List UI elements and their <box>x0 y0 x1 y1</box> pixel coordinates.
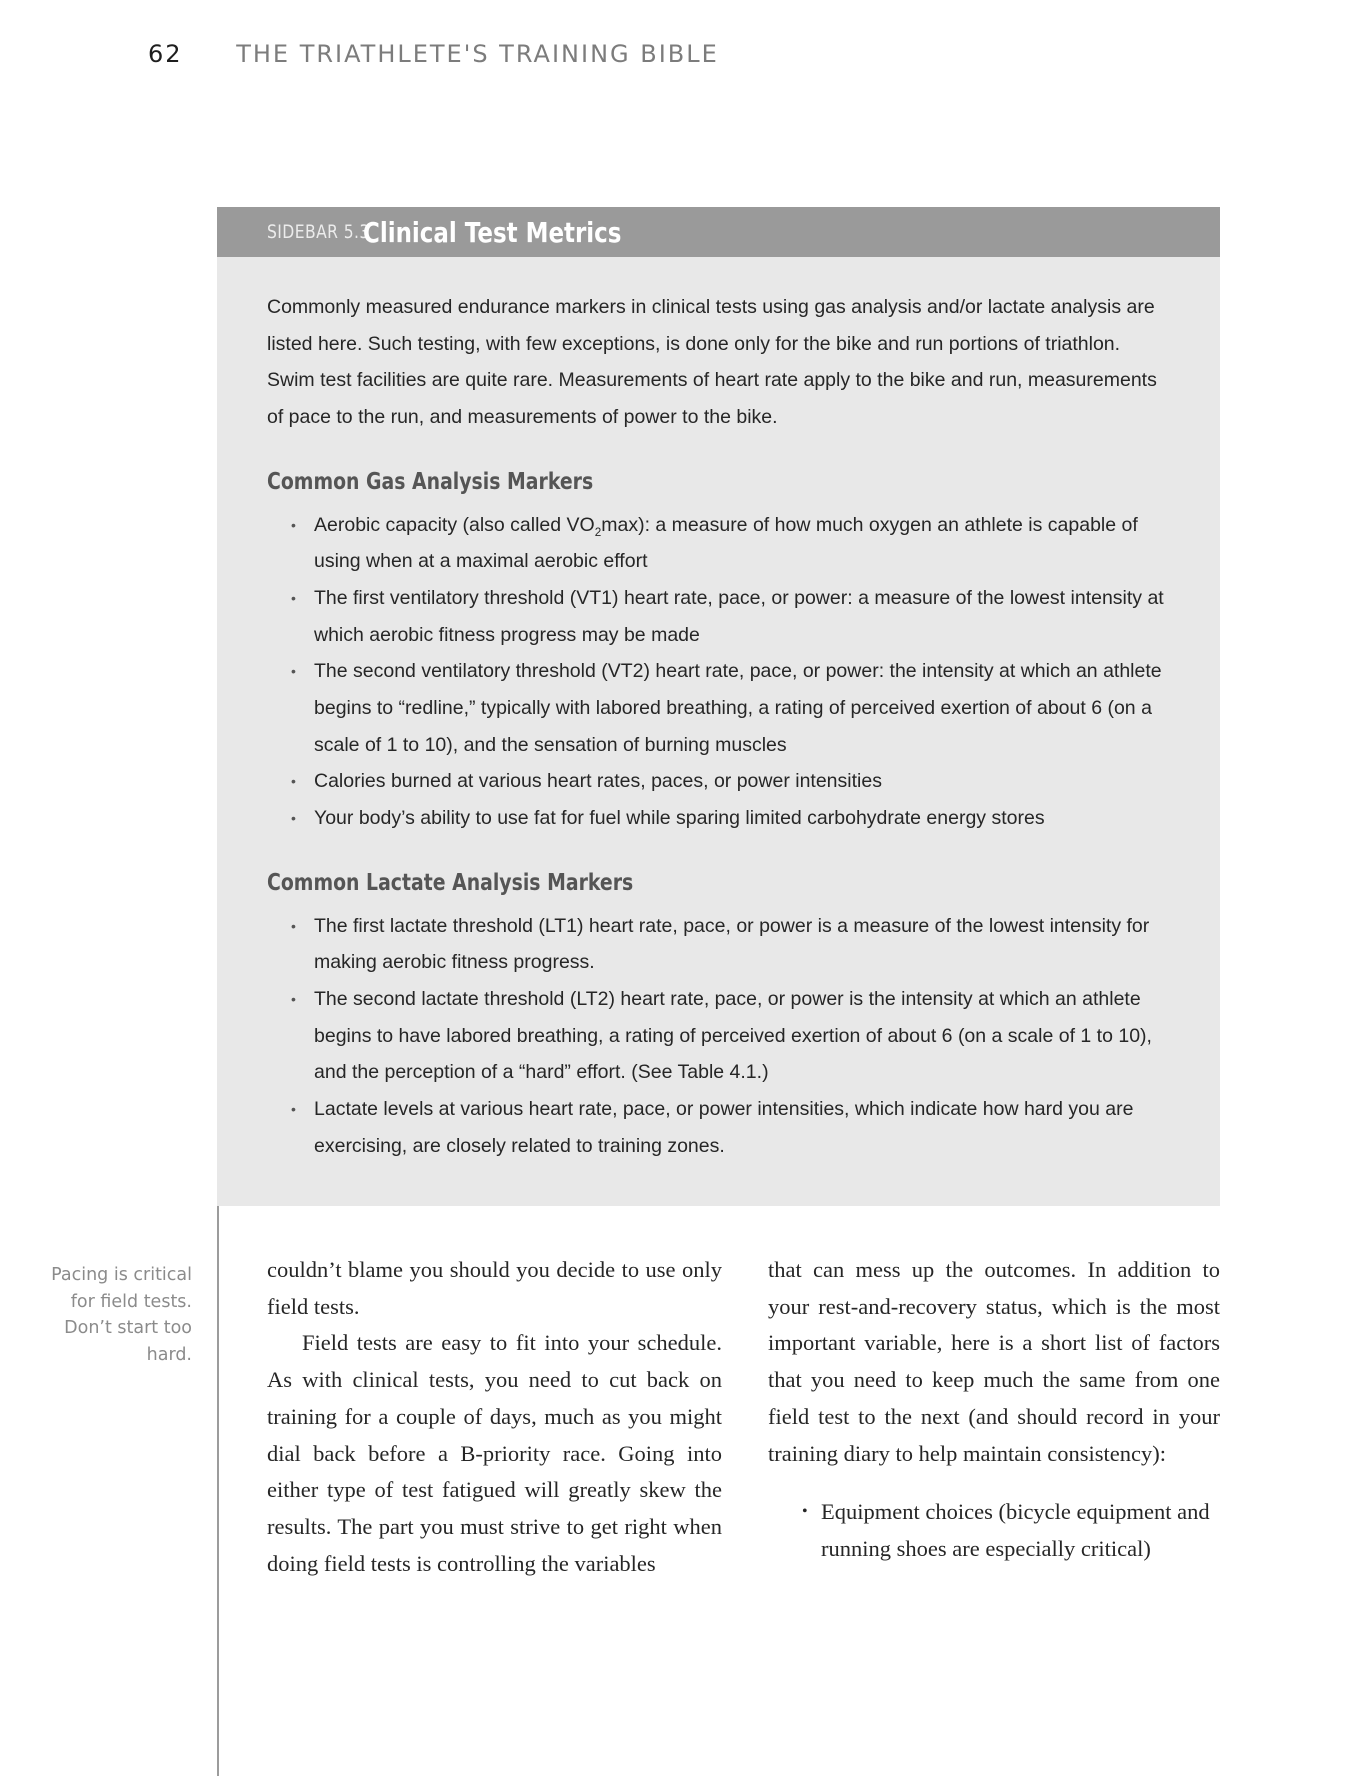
sidebar-title: Clinical Test Metrics <box>363 215 622 249</box>
list-item: • The first ventilatory threshold (VT1) heart rate, pace, or power: a measure of the lowest intensity at which aerobic fitness progress may be made <box>314 580 1172 653</box>
lactate-markers-list <box>267 908 1172 1165</box>
list-item: • The first lactate threshold (LT1) heart rate, pace, or power is a measure of the lowest intensity for making aerobic fitness progress. <box>314 908 1172 981</box>
list-item: • Your body’s ability to use fat for fuel while sparing limited carbohydrate energy stores <box>314 800 1172 837</box>
gas-markers-list <box>267 507 1172 837</box>
running-head <box>148 40 719 68</box>
margin-rule <box>217 1206 219 1776</box>
list-item: • Calories burned at various heart rates, paces, or power intensities <box>314 763 1172 800</box>
body-column-left <box>267 1252 722 1582</box>
list-item: • Equipment choices (bicycle equipment and running shoes are especially critical) <box>821 1494 1220 1567</box>
list-item: • Lactate levels at various heart rate, pace, or power intensities, which indicate how hard you are exercising, are closely related to training zones. <box>314 1091 1172 1164</box>
body-paragraph: couldn’t blame you should you decide to use only field tests. <box>267 1257 722 1319</box>
margin-note: Pacing is critical for field tests. Don’t start too hard. <box>51 1265 192 1366</box>
list-item: • The second lactate threshold (LT2) heart rate, pace, or power is the intensity at which an athlete begins to have labored breathing, a rating of perceived exertion of about 6 (on a scale of 1 to 10), and the perception of a “hard” effort. (See Table 4.1.) <box>314 981 1172 1091</box>
sidebar-intro: Commonly measured endurance markers in clinical tests using gas analysis and/or lactate analysis are listed here. Such testing, with few exceptions, is done only for the bike and run portions of triathlon. Swim test facilities are quite rare. Measurements of heart rate apply to the bike and run, measurements of pace to the run, and measurements of power to the bike. <box>267 296 1157 429</box>
page-number: 62 <box>148 40 183 68</box>
gas-markers-heading: Common Gas Analysis Markers <box>267 468 594 495</box>
factor-list <box>768 1494 1220 1567</box>
body-paragraph: Field tests are easy to fit into your schedule. As with clinical tests, you need to cut back on training for a couple of days, much as you might dial back before a B-priority race. Going into either type of test fatigued will greatly skew the results. The part you must strive to get right when doing field tests is controlling the variables <box>267 1330 722 1576</box>
list-item: • The second ventilatory threshold (VT2) heart rate, pace, or power: the intensity at which an athlete begins to “redline,” typically with labored breathing, a rating of perceived exertion of about 6 (on a scale of 1 to 10), and the sensation of burning muscles <box>314 653 1172 763</box>
body-paragraph: that can mess up the outcomes. In addition to your rest-and-recovery status, which is the most important variable, here is a short list of factors that you need to keep much the same from one field test to the next (and should record in your training diary to help maintain consistency): <box>768 1257 1220 1466</box>
sidebar-box <box>217 207 1220 1206</box>
book-title: THE TRIATHLETE'S TRAINING BIBLE <box>236 40 719 68</box>
body-column-right <box>768 1252 1220 1568</box>
list-item: • Aerobic capacity (also called $VO_2\max$): a measure of how much oxygen an athlete is capable of using when at a maximal aerobic effort <box>314 507 1172 580</box>
sidebar-label: SIDEBAR 5.3 <box>267 221 370 243</box>
sidebar-header <box>217 207 1220 257</box>
sidebar-body <box>217 257 1220 1164</box>
lactate-markers-heading: Common Lactate Analysis Markers <box>267 869 634 896</box>
